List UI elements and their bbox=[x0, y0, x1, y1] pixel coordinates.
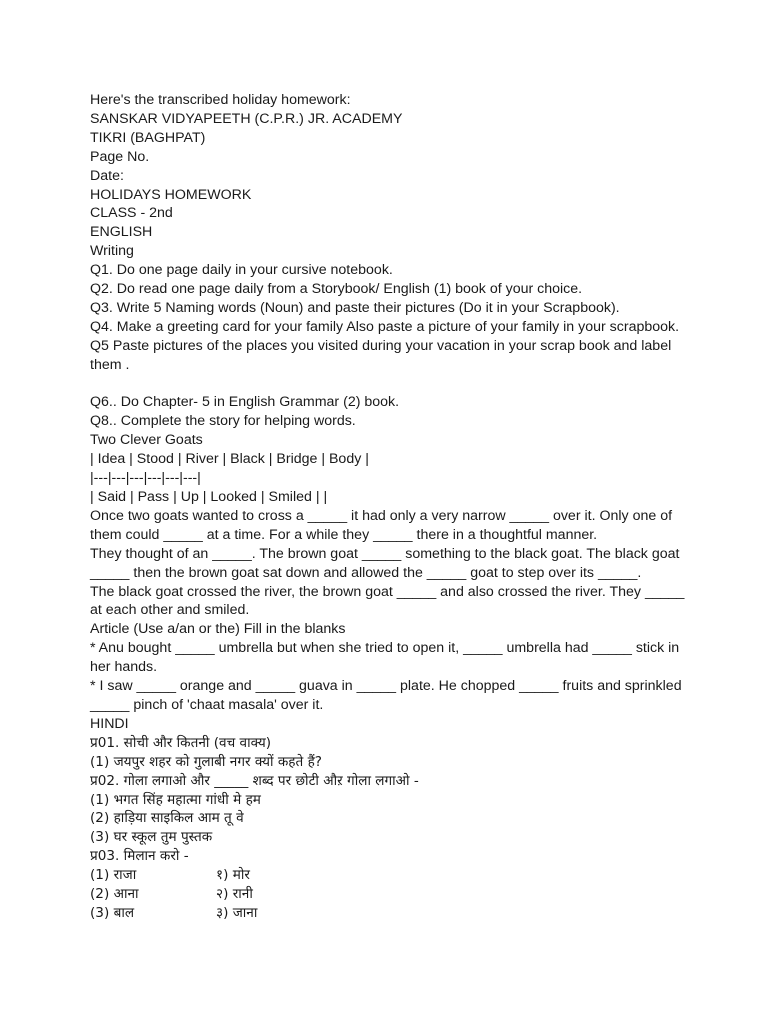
hindi-question-2-item-1: (1) भगत सिंह महात्मा गांधी मे हम bbox=[90, 791, 261, 808]
story-paragraph-3: The black goat crossed the river, the brown goat _____ and also crossed the river. They _____ at each other and smiled. bbox=[90, 583, 685, 619]
hindi-question-2: प्र02. गोला लगाओ और _____ शब्द पर छोटी औऱ गोला लगाओ - bbox=[90, 772, 419, 789]
story-paragraph-2: They thought of an _____. The brown goat _____ something to the black goat. The black goat _____ then the brown goat sat down and allowed the _____ goat to step over its _____. bbox=[90, 545, 680, 581]
word-bank-separator: |---|---|---|---|---|---| bbox=[90, 470, 201, 487]
spacer bbox=[90, 375, 690, 394]
match-left-item: (3) बाल bbox=[90, 904, 135, 921]
question-5: Q5 Paste pictures of the places you visited during your vacation in your scrap book and label them . bbox=[90, 337, 672, 373]
match-right-item: ३) जाना bbox=[216, 904, 258, 921]
question-1: Q1. Do one page daily in your cursive notebook. bbox=[90, 262, 393, 279]
school-name: SANSKAR VIDYAPEETH (C.P.R.) JR. ACADEMY bbox=[90, 110, 403, 127]
homework-heading: HOLIDAYS HOMEWORK bbox=[90, 186, 252, 203]
question-6: Q6.. Do Chapter- 5 in English Grammar (2) book. bbox=[90, 394, 400, 411]
match-right-item: १) मोर bbox=[216, 867, 250, 884]
article-item-2: * I saw _____ orange and _____ guava in _____ plate. He chopped _____ fruits and sprinkled _____ pinch of 'chaat masala' over it. bbox=[90, 678, 682, 713]
hindi-question-1: प्र01. सोची और कितनी (वच वाक्य) bbox=[90, 734, 272, 751]
hindi-heading: HINDI bbox=[90, 715, 129, 732]
writing-heading: Writing bbox=[90, 243, 134, 260]
date-label: Date: bbox=[90, 167, 124, 184]
word-bank-row-2: | Said | Pass | Up | Looked | Smiled | | bbox=[90, 489, 328, 506]
question-4: Q4. Make a greeting card for your family Also paste a picture of your family in your scrapbook. bbox=[90, 318, 680, 335]
match-left-item: (1) राजा bbox=[90, 867, 137, 884]
intro-line: Here's the transcribed holiday homework: bbox=[90, 92, 351, 108]
article-heading: Article (Use a/an or the) Fill in the blanks bbox=[90, 621, 346, 638]
class-label: CLASS - 2nd bbox=[90, 205, 173, 222]
story-paragraph-1: Once two goats wanted to cross a _____ it had only a very narrow _____ over it. Only one of them could _____ at a time. For a while they _____ there in a thoughtful manner. bbox=[90, 507, 673, 543]
hindi-question-3: प्र03. मिलान करो - bbox=[90, 848, 189, 865]
question-2: Q2. Do read one page daily from a Storybook/ English (1) book of your choice. bbox=[90, 281, 583, 298]
story-title: Two Clever Goats bbox=[90, 432, 203, 449]
word-bank-row-1: | Idea | Stood | River | Black | Bridge | Body | bbox=[90, 451, 369, 468]
match-row-1 bbox=[90, 866, 690, 885]
match-row-2 bbox=[90, 885, 690, 904]
match-left-item: (2) आना bbox=[90, 886, 139, 903]
article-item-1: * Anu bought _____ umbrella but when she tried to open it, _____ umbrella had _____ stick in her hands. bbox=[90, 640, 680, 676]
match-right-item: २) रानी bbox=[216, 886, 253, 903]
school-location: TIKRI (BAGHPAT) bbox=[90, 129, 206, 146]
hindi-question-1-item: (1) जयपुर शहर को गुलाबी नगर क्यों कहते हैं? bbox=[90, 753, 323, 770]
english-heading: ENGLISH bbox=[90, 224, 153, 241]
homework-document bbox=[90, 91, 690, 923]
match-row-3 bbox=[90, 904, 690, 923]
page-number-label: Page No. bbox=[90, 148, 150, 165]
question-3: Q3. Write 5 Naming words (Noun) and paste their pictures (Do it in your Scrapbook). bbox=[90, 299, 620, 316]
hindi-question-2-item-3: (3) घर स्कूल तुम पुस्तक bbox=[90, 829, 213, 846]
question-8: Q8.. Complete the story for helping words. bbox=[90, 413, 356, 430]
hindi-question-2-item-2: (2) हाड़िया साइकिल आम तू वे bbox=[90, 810, 244, 827]
